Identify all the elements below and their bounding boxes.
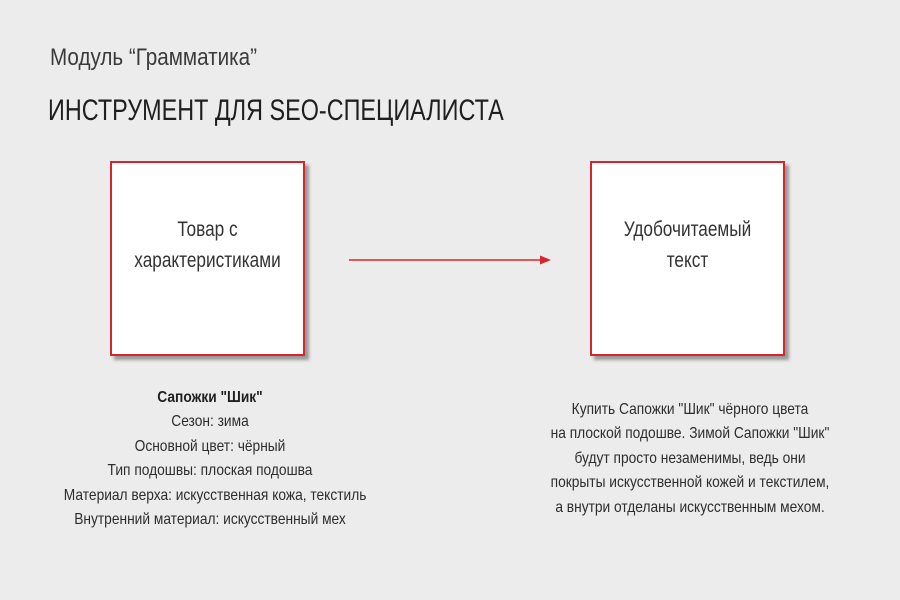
input-box <box>110 161 305 356</box>
generated-text <box>520 398 860 520</box>
generated-text-line: а внутри отделаны искусственным мехом. <box>555 498 825 516</box>
arrow-head <box>540 256 551 265</box>
product-attribute-lining: Внутренний материал: искусственный мех <box>74 511 346 529</box>
generated-text-line: будут просто незаменимы, ведь они <box>574 449 806 467</box>
product-attribute-sole: Тип подошвы: плоская подошва <box>107 462 313 480</box>
product-name: Сапожки "Шик" <box>157 389 263 406</box>
page-title: ИНСТРУМЕНТ ДЛЯ SEO-СПЕЦИАЛИСТА <box>48 94 504 127</box>
product-attribute-upper: Материал верха: искусственная кожа, текстиль <box>63 486 367 504</box>
generated-text-line: покрыты искусственной кожей и текстилем, <box>550 474 830 492</box>
output-box <box>590 161 785 356</box>
product-characteristics <box>40 386 380 532</box>
product-attribute-season: Сезон: зима <box>171 413 249 431</box>
output-box-label: Удобочитаемый текст <box>623 217 752 272</box>
input-box-label: Товар с характеристиками <box>134 217 281 272</box>
arrow-right-icon <box>349 252 554 268</box>
generated-text-line: на плоской подошве. Зимой Сапожки "Шик" <box>550 425 830 443</box>
module-subtitle: Модуль “Грамматика” <box>50 44 257 71</box>
product-attribute-color: Основной цвет: чёрный <box>134 437 286 455</box>
generated-text-line: Купить Сапожки "Шик" чёрного цвета <box>571 401 809 418</box>
